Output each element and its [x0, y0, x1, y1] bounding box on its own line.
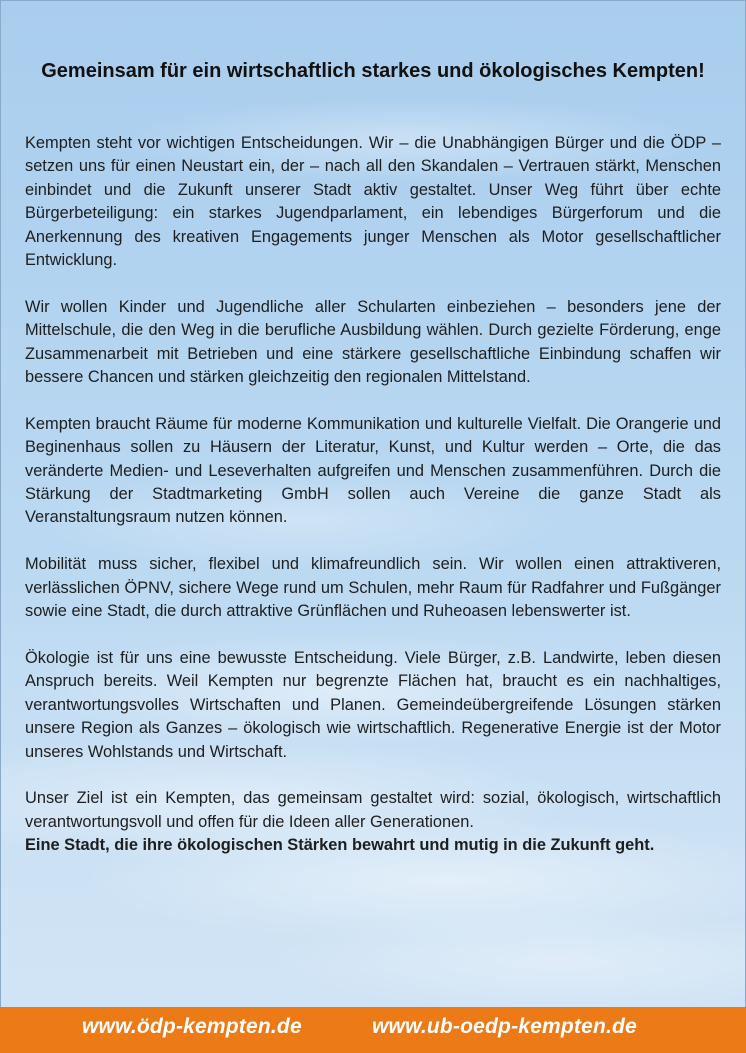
- paragraph-culture: Kempten braucht Räume für moderne Kommunikation und kulturelle Vielfalt. Die Orangerie und Beginenhaus sollen zu Häusern der Literatur, Kunst, und Kultur werden – Orte, die das veränderte Medien- und Leseverhalten aufgreifen und Menschen zusammenführen. Durch die Stärkung der Stadtmarketing GmbH sollen auch Vereine die ganze Stadt als Veranstaltungsraum nutzen können.: [25, 414, 721, 527]
- paragraph-participation: Kempten steht vor wichtigen Entscheidungen. Wir – die Unabhängigen Bürger und die ÖDP – setzen uns für einen Neustart ein, der – nach all den Skandalen – Vertrauen stärkt, Menschen einbindet und die Zukunft unserer Stadt aktiv gestaltet. Unser Weg führt über echte Bürgerbeteiligung: ein starkes Jugendparlament, ein lebendiges Bürgerforum und die Anerkennung des kreativen Engagements junger Menschen als Motor gesellschaftlicher Entwicklung.: [25, 134, 721, 270]
- paragraph-mobility: Mobilität muss sicher, flexibel und klimafreundlich sein. Wir wollen einen attraktiveren, verlässlichen ÖPNV, sichere Wege rund um Schulen, mehr Raum für Radfahrer und Fußgänger sowie eine Stadt, die durch attraktive Grünflächen und Ruheoasen lebenswerter ist.: [25, 555, 721, 621]
- paragraph-ecology: Ökologie ist für uns eine bewusste Entscheidung. Viele Bürger, z.B. Landwirte, leben diesen Anspruch bereits. Weil Kempten nur begrenzte Flächen hat, braucht es ein nachhaltiges, verantwortungsvolles Wirtschaften und Planen. Gemeindeübergreifende Lösungen stärken unsere Region als Ganzes – ökologisch wie wirtschaftlich. Regenerative Energie ist der Motor unseres Wohlstands und Wirtschaft.: [25, 648, 721, 761]
- paragraph-education: Wir wollen Kinder und Jugendliche aller Schularten einbeziehen – besonders jene der Mittelschule, die den Weg in die berufliche Ausbildung wählen. Durch gezielte Förderung, enge Zusammenarbeit mit Betrieben und eine stärkere gesellschaftliche Einbindung schaffen wir bessere Chancen und stärken gleichzeitig den regionalen Mittelstand.: [25, 297, 721, 387]
- document-body: [25, 132, 721, 858]
- footer-link-ub-oedp[interactable]: www.ub-oedp-kempten.de: [372, 1015, 637, 1038]
- closing-text: Unser Ziel ist ein Kempten, das gemeinsam gestaltet wird: sozial, ökologisch, wirtschaftlich verantwortungsvoll und offen für die Ideen aller Generationen.: [25, 789, 721, 831]
- footer-bar: [0, 1007, 746, 1053]
- page-title: Gemeinsam für ein wirtschaftlich starkes und ökologisches Kempten!: [41, 60, 705, 83]
- paragraph-closing: [25, 787, 721, 857]
- footer-link-oedp[interactable]: www.ödp-kempten.de: [82, 1015, 302, 1038]
- closing-slogan: Eine Stadt, die ihre ökologischen Stärken bewahrt und mutig in die Zukunft geht.: [25, 836, 655, 855]
